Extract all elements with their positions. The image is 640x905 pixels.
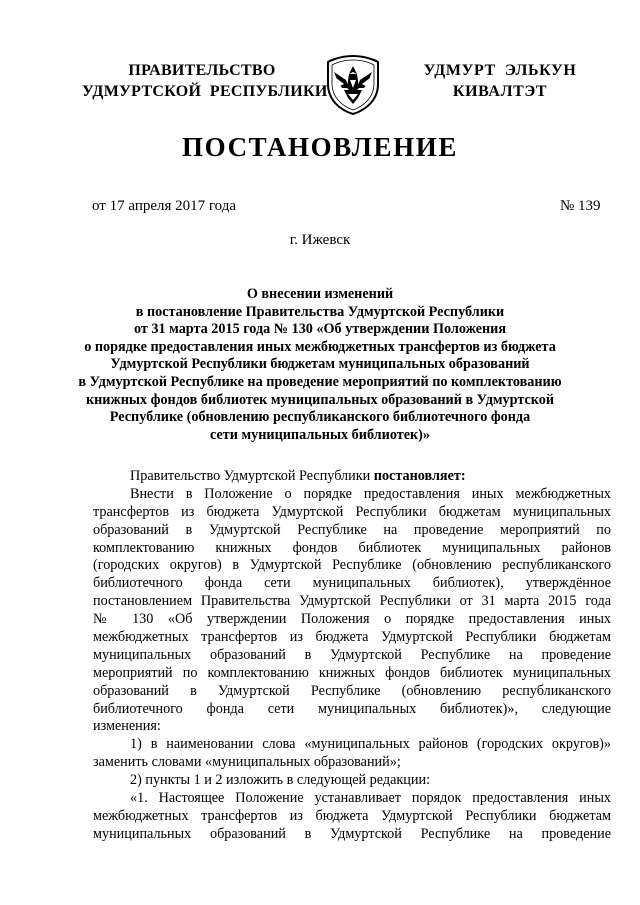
document-body bbox=[93, 468, 611, 844]
org-name-udmurt bbox=[420, 60, 580, 102]
document-number: № 139 bbox=[560, 198, 601, 214]
body-line: трансфертов из бюджета Удмуртской Республики бюджетам муниципальных bbox=[93, 503, 611, 520]
coat-of-arms-icon bbox=[324, 54, 382, 116]
body-line: № 130 «Об утверждении Положения о порядке предоставления иных bbox=[93, 611, 611, 628]
org-name-russian bbox=[82, 60, 328, 102]
subject-line: Удмуртской Республики бюджетам муниципальных образований bbox=[110, 356, 530, 373]
body-line: заменить словами «муниципальных образований»; bbox=[93, 754, 401, 771]
body-line: муниципальных образований в Удмуртской Республике на проведение bbox=[93, 825, 611, 842]
body-line: (городских округов) в Удмуртской Республике (обновлению республиканского bbox=[93, 557, 611, 574]
subject-line: сети муниципальных библиотек)» bbox=[210, 426, 430, 443]
body-line: муниципальных образований в Удмуртской Республике на проведение bbox=[93, 646, 611, 663]
subject-line: о порядке предоставления иных межбюджетных трансфертов из бюджета bbox=[84, 338, 556, 355]
body-line: 1) в наименовании слова «муниципальных районов (городских округов)» bbox=[130, 736, 611, 753]
body-line: мероприятий по комплектованию книжных фондов библиотек муниципальных bbox=[93, 664, 611, 681]
document-title: ПОСТАНОВЛЕНИЕ bbox=[182, 132, 458, 162]
subject-line: О внесении изменений bbox=[246, 286, 394, 302]
body-intro bbox=[93, 468, 611, 486]
body-line: образований в Удмуртской Республике на проведение мероприятий по bbox=[93, 521, 611, 538]
document-subject bbox=[60, 286, 580, 444]
subject-line: в постановление Правительства Удмуртской Республики bbox=[135, 303, 505, 320]
body-line: межбюджетных трансфертов из бюджета Удмуртской Республики бюджетам bbox=[93, 629, 611, 646]
body-line: «1. Настоящее Положение устанавливает порядок предоставления иных bbox=[130, 790, 611, 807]
document-date: от 17 апреля 2017 года bbox=[92, 198, 237, 214]
subject-line: от 31 марта 2015 года № 130 «Об утверждении Положения bbox=[133, 321, 507, 338]
body-line: Внести в Положение о порядке предоставления иных межбюджетных bbox=[130, 485, 611, 502]
body-line: комплектованию книжных фондов библиотек муниципальных районов bbox=[93, 539, 611, 556]
body-line: изменения: bbox=[93, 718, 161, 735]
document-city: г. Ижевск bbox=[289, 232, 351, 248]
body-line: библиотечного фонда сети муниципальных библиотек), утверждённое bbox=[93, 575, 611, 592]
subject-line: книжных фондов библиотек муниципальных образований в Удмуртской bbox=[85, 391, 555, 408]
org-right-line-1: УДМУРТ ЭЛЬКУН bbox=[423, 62, 577, 79]
intro-verb: постановляет: bbox=[373, 468, 466, 484]
intro-text: Правительство Удмуртской Республики bbox=[130, 468, 374, 484]
org-left-line-2: УДМУРТСКОЙ РЕСПУБЛИКИ bbox=[82, 83, 328, 100]
subject-line: Республике (обновлению республиканского библиотечного фонда bbox=[109, 409, 531, 426]
subject-line: в Удмуртской Республике на проведение мероприятий по комплектованию bbox=[78, 373, 562, 390]
body-line: библиотечного фонда сети муниципальных библиотек)», следующие bbox=[93, 700, 611, 717]
org-left-line-1: ПРАВИТЕЛЬСТВО bbox=[128, 62, 276, 79]
org-right-line-2: КИВАЛТЭТ bbox=[452, 83, 548, 100]
body-line: 2) пункты 1 и 2 изложить в следующей редакции: bbox=[130, 772, 431, 789]
body-line: межбюджетных трансфертов из бюджета Удмуртской Республики бюджетам bbox=[93, 807, 611, 824]
body-line: постановлением Правительства Удмуртской Республики от 31 марта 2015 года bbox=[93, 593, 611, 610]
body-line: образований в Удмуртской Республике (обновлению республиканского bbox=[93, 682, 611, 699]
